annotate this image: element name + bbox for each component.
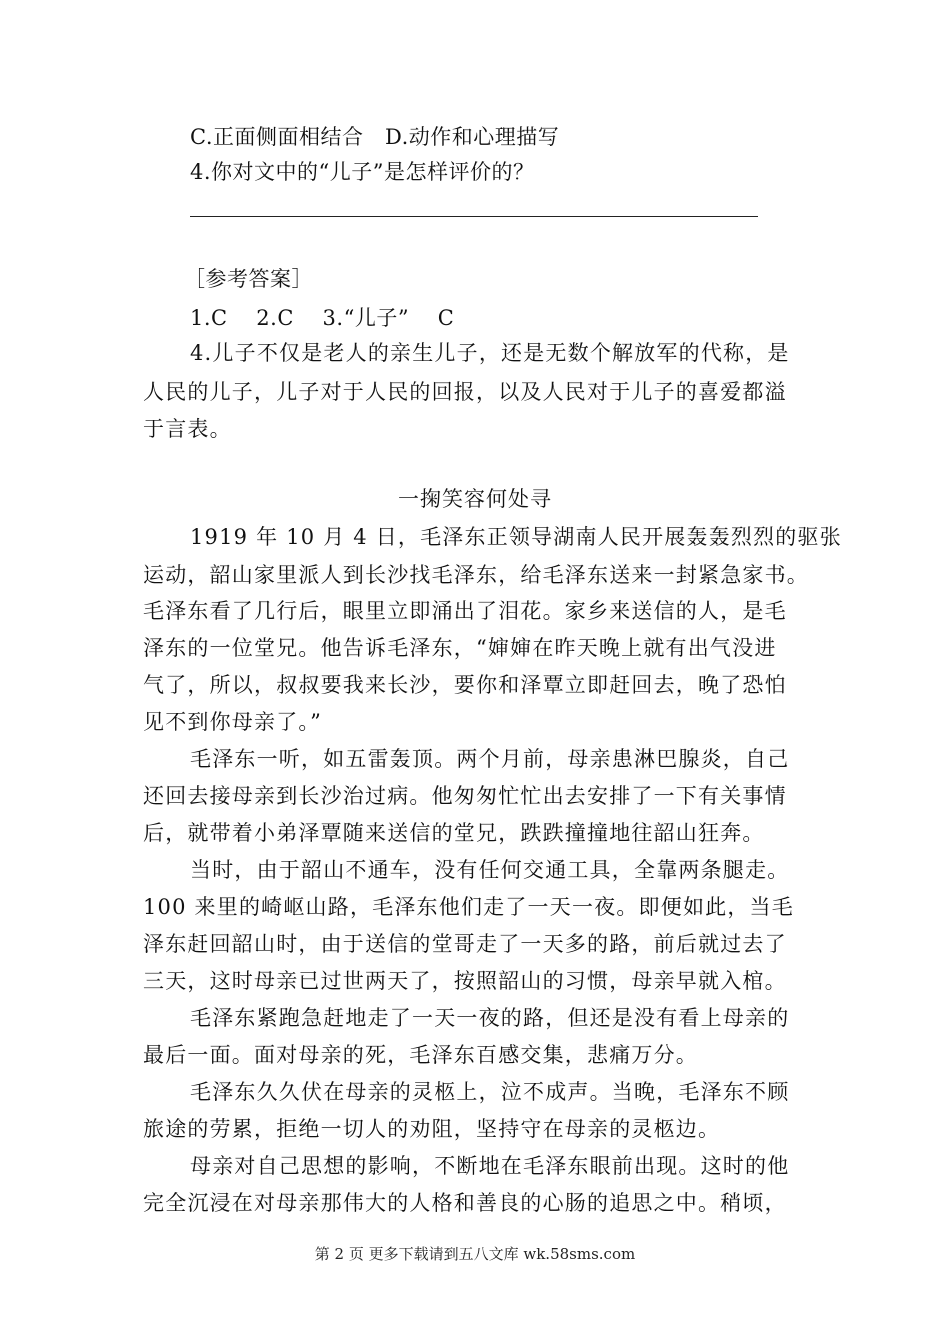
answer-4-line-3: 于言表。 [143, 417, 232, 441]
article-line: 最后一面。面对母亲的死，毛泽东百感交集，悲痛万分。 [143, 1043, 698, 1067]
article-line: 当时，由于韶山不通车，没有任何交通工具，全靠两条腿走。 [190, 858, 790, 882]
reference-answer-heading: ［参考答案］ [184, 267, 313, 291]
article-line: 运动，韶山家里派人到长沙找毛泽东，给毛泽东送来一封紧急家书。 [143, 563, 809, 587]
article-line: 气了，所以，叔叔要我来长沙，要你和泽覃立即赶回去，晚了恐怕 [143, 673, 787, 697]
article-line: 旅途的劳累，拒绝一切人的劝阻，坚持守在母亲的灵柩边。 [143, 1117, 721, 1141]
article-line: 泽东赶回韶山时，由于送信的堂哥走了一天多的路，前后就过去了 [143, 932, 787, 956]
short-answers: 1.C 2.C 3.“儿子” C [190, 306, 455, 330]
article-line: 1919 年 10 月 4 日，毛泽东正领导湖南人民开展轰轰烈烈的驱张 [190, 525, 842, 549]
answer-blank-line [190, 216, 758, 217]
article-line: 三天，这时母亲已过世两天了，按照韶山的习惯，母亲早就入棺。 [143, 969, 787, 993]
article-line: 毛泽东看了几行后，眼里立即涌出了泪花。家乡来送信的人，是毛 [143, 599, 787, 623]
article-line: 后，就带着小弟泽覃随来送信的堂兄，跌跌撞撞地往韶山狂奔。 [143, 821, 765, 845]
article-line: 还回去接母亲到长沙治过病。他匆匆忙忙出去安排了一下有关事情 [143, 784, 787, 808]
article-line: 100 来里的崎岖山路，毛泽东他们走了一天一夜。即便如此，当毛 [143, 895, 794, 919]
article-line: 完全沉浸在对母亲那伟大的人格和善良的心肠的追思之中。稍顷， [143, 1191, 787, 1215]
article-line: 毛泽东久久伏在母亲的灵柩上，泣不成声。当晚，毛泽东不顾 [190, 1080, 790, 1104]
answer-4-line-2: 人民的儿子，儿子对于人民的回报，以及人民对于儿子的喜爱都溢 [143, 380, 787, 404]
article-line: 毛泽东一听，如五雷轰顶。两个月前，母亲患淋巴腺炎，自己 [190, 747, 790, 771]
article-line: 母亲对自己思想的影响，不断地在毛泽东眼前出现。这时的他 [190, 1154, 790, 1178]
article-title: 一掬笑容何处寻 [398, 487, 552, 511]
article-line: 泽东的一位堂兄。他告诉毛泽东，“婶婶在昨天晚上就有出气没进 [143, 636, 777, 660]
article-line: 毛泽东紧跑急赶地走了一天一夜的路，但还是没有看上母亲的 [190, 1006, 790, 1030]
answer-4-line-1: 4.儿子不仅是老人的亲生儿子，还是无数个解放军的代称，是 [190, 341, 790, 365]
question-4: 4.你对文中的“儿子”是怎样评价的？ [190, 160, 535, 184]
article-line: 见不到你母亲了。” [143, 710, 323, 734]
question-3-options-cd: C.正面侧面相结合 D.动作和心理描写 [190, 125, 560, 149]
page-footer: 第 2 页 更多下载请到五八文库 wk.58sms.com [314, 1245, 636, 1263]
